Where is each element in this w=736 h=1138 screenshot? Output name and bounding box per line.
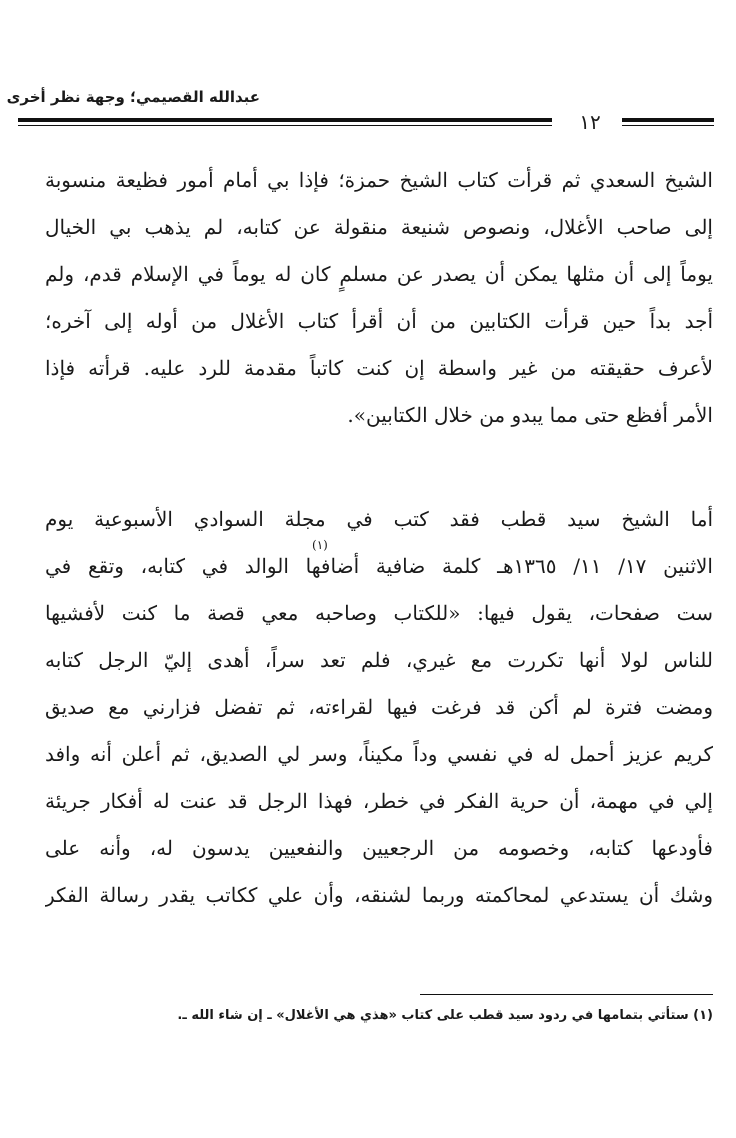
footnote-separator (420, 994, 713, 995)
text-line: الأمر أفظع حتى مما يبدو من خلال الكتابين». (347, 403, 713, 427)
text-line: لأعرف حقيقته من غير واسطة إن كنت كاتباً مقدمة للرد عليه. قرأته فإذا (45, 356, 713, 380)
paragraph-1 (45, 157, 713, 439)
footnote-reference-marker: (١) (312, 538, 328, 552)
text-line: أما الشيخ سيد قطب فقد كتب في مجلة السوادي الأسبوعية يوم (45, 507, 713, 531)
text-line: للناس لولا أنها تكررت مع غيري، فلم تعد سراً، أهدى إليّ الرجل كتابه (45, 648, 713, 672)
text-line: الاثنين ١٧/ ١١/ ١٣٦٥هـ كلمة ضافية أضافها الوالد في كتابه، وتقع في (45, 554, 713, 578)
page-number-rule-thin (622, 125, 714, 126)
footnote-text: (١) ستأتي بتمامها في ردود سيد قطب على كتاب «هذي هي الأغلال» ـ إن شاء الله ـ. (177, 1008, 713, 1023)
page-number: ١٢ (579, 110, 601, 134)
text-line: إلي في مهمة، أن حرية الفكر في خطر، فهذا الرجل قد عنت له أفكار جريئة (45, 789, 713, 813)
paragraph-2 (45, 496, 713, 919)
text-line: كريم عزيز أحمل له في نفسي وداً مكيناً، وسر لي الصديق، ثم أعلن أنه وافد (45, 742, 713, 766)
header-rule-thick (18, 118, 552, 122)
text-line: ست صفحات، يقول فيها: «للكتاب وصاحبه معي قصة ما كنت لأفشيها (45, 601, 713, 625)
text-line: أجد بداً حين قرأت الكتابين من أن أقرأ كتاب الأغلال من أوله إلى آخره؛ (45, 309, 713, 333)
text-line: إلى صاحب الأغلال، ونصوص شنيعة منقولة عن كتابه، لم يذهب بي الخيال (45, 215, 713, 239)
running-header-title: عبدالله القصيمي؛ وجهة نظر أخرى (6, 88, 260, 106)
text-line: ومضت فترة لم أكن قد فرغت فيها لقراءته، ثم تفضل فزارني مع صديق (45, 695, 713, 719)
text-line: الشيخ السعدي ثم قرأت كتاب الشيخ حمزة؛ فإذا بي أمام أمور فظيعة منسوبة (45, 168, 713, 192)
text-line: فأودعها كتابه، وخصومه من الرجعيين والنفعيين يدسون له، وأنه على (45, 836, 713, 860)
header-rule-thin (18, 125, 552, 126)
page-number-rule-thick (622, 118, 714, 122)
text-line: وشك أن يستدعي لمحاكمته وربما لشنقه، وأن علي ككاتب يقدر رسالة الفكر (45, 883, 713, 907)
text-line: يوماً إلى أن مثلها يمكن أن يصدر عن مسلمٍ كان له يوماً في الإسلام قدم، ولم (45, 262, 713, 286)
